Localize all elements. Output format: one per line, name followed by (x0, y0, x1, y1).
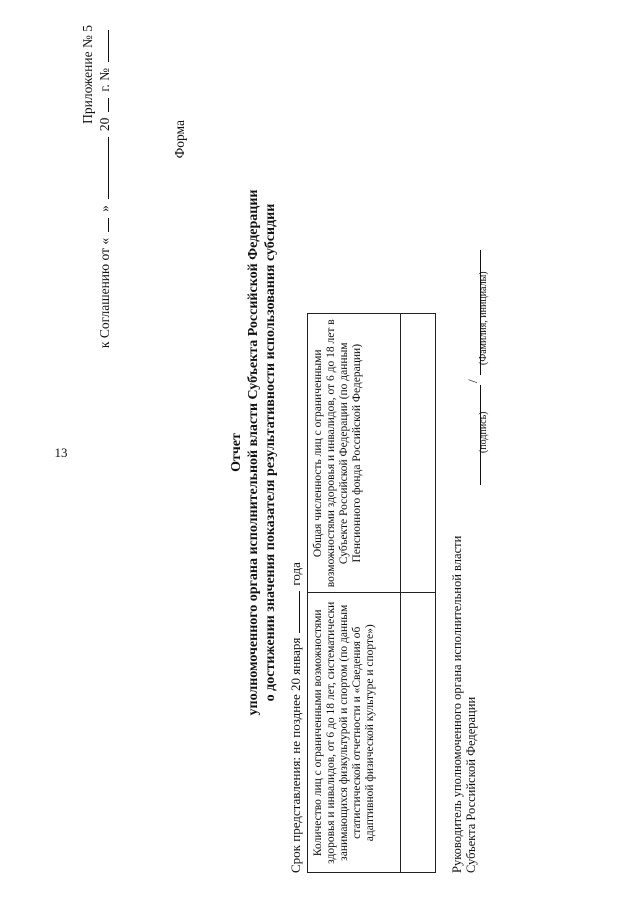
deadline-year-blank (287, 591, 300, 633)
report-title-line3: о достижении значения показателя результативности использования субсидии (263, 203, 278, 702)
page-number: 13 (54, 445, 68, 460)
signature-caption: (подпись) (478, 411, 489, 453)
signer-line1: Руководитель уполномоченного органа исполнительной власти (450, 535, 464, 873)
signature-slash: / (465, 379, 480, 383)
report-title-line2: уполномоченного органа исполнительной власти Субъекта Российской Федерации (246, 189, 261, 716)
header-cell-participants: Количество лиц с ограниченными возможностями здоровья и инвалидов, от 6 до 18 лет, систематически занимающихся физкультурой и спортом (по данным статистической отчетности и «Сведения об адаптивной физической культуре и спорте») (308, 593, 401, 873)
agreement-day-blank (94, 218, 109, 232)
agreement-number-label: г. № (97, 68, 112, 92)
table-header-row (308, 314, 401, 873)
table-row (401, 314, 436, 873)
value-cell-total-population[interactable] (401, 314, 436, 594)
indicator-table (307, 313, 436, 873)
agreement-month-blank (94, 137, 109, 199)
form-label: Форма (172, 120, 187, 159)
agreement-prefix: к Соглашению от « (97, 237, 112, 349)
signer-line2: Субъекта Российской Федерации (464, 696, 478, 873)
agreement-line (94, 30, 113, 348)
deadline-label: Срок представления: не позднее 20 января (288, 637, 303, 873)
header-cell-total-population: Общая численность лиц с ограниченными возможностями здоровья и инвалидов, от 6 до 18 лет в Субъекте Российской Федерации (по данным Пенсионного фонда Российской Федерации) (308, 314, 401, 594)
agreement-number-blank (94, 30, 109, 62)
deadline-suffix: года (288, 562, 303, 586)
submission-deadline (287, 562, 304, 873)
name-caption: (Фамилия, инициалы) (478, 271, 489, 365)
appendix-label: Приложение № 5 (80, 25, 95, 124)
agreement-year-prefix: 20 (97, 117, 112, 132)
agreement-quote-close: » (97, 205, 112, 212)
report-title-line1: Отчет (229, 433, 244, 472)
value-cell-participants[interactable] (401, 593, 436, 873)
report-title (228, 0, 279, 905)
agreement-year-blank (94, 98, 109, 112)
signer-block (450, 536, 478, 873)
